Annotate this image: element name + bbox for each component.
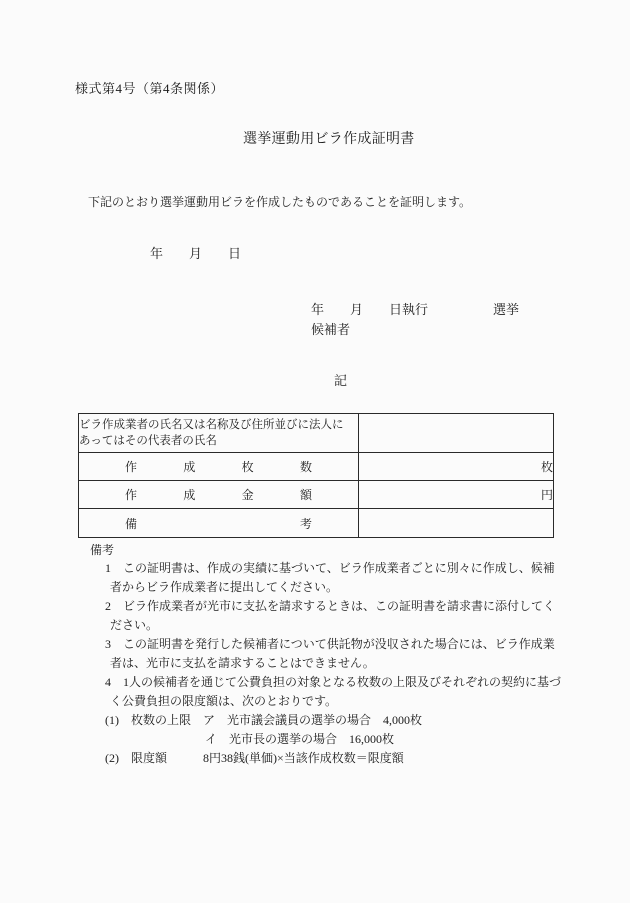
amount-label-char: 作: [125, 488, 138, 502]
remarks-line: イ 光市長の選挙の場合 16,000枚: [205, 732, 395, 746]
remarks-line: く公費負担の限度額は、次のとおりです。: [110, 694, 338, 708]
candidate-label: 候補者: [311, 322, 351, 337]
table-row-amount: [79, 481, 554, 509]
form-number: 様式第4号（第4条関係）: [75, 81, 225, 96]
sheets-count-value-cell: [359, 453, 554, 481]
producer-name-value-cell: [359, 414, 554, 453]
remarks-line: 2 ビラ作成業者が光市に支払を請求するときは、この証明書を請求書に添付してく: [105, 599, 556, 613]
remarks-line: 1 この証明書は、作成の実績に基づいて、ビラ作成業者ごとに別々に作成し、候補: [105, 561, 555, 575]
sheets-label-char: 枚: [241, 460, 254, 474]
producer-name-label-line1: ビラ作成業者の氏名又は名称及び住所並びに法人に: [79, 419, 344, 431]
sheets-unit-label: 枚: [540, 460, 553, 474]
remarks-line: (1) 枚数の上限 ア 光市議会議員の選挙の場合 4,000枚: [105, 713, 422, 727]
notes-label: [79, 509, 359, 538]
sheets-label-char: 成: [183, 460, 196, 474]
table-row-sheets: [79, 453, 554, 481]
amount-label-char: 金: [241, 488, 254, 502]
amount-unit-label: 円: [540, 488, 553, 502]
producer-name-label-line2: あってはその代表者の氏名: [79, 435, 217, 447]
table-row-notes: [79, 509, 554, 538]
remarks-line: 3 この証明書を発行した候補者について供託物が没収された場合には、ビラ作成業: [105, 637, 555, 651]
remarks-line: (2) 限度額 8円38銭(単価)×当該作成枚数＝限度額: [105, 751, 404, 765]
remarks-line: 者は、光市に支払を請求することはできません。: [110, 656, 375, 670]
sheets-label-char: 作: [125, 460, 138, 474]
intro-text: 下記のとおり選挙運動用ビラを作成したものであることを証明します。: [88, 195, 472, 209]
document-title: 選挙運動用ビラ作成証明書: [243, 132, 415, 147]
amount-value-cell: [359, 481, 554, 509]
amount-label: [79, 481, 359, 509]
remarks-line: ださい。: [110, 618, 159, 632]
notes-label-char: 備: [125, 516, 138, 531]
notes-label-char: 考: [299, 516, 312, 531]
remarks-line: 者からビラ作成業者に提出してください。: [110, 580, 339, 594]
certificate-date-line: 年 月 日: [150, 246, 242, 261]
remarks-heading: 備考: [90, 543, 115, 557]
amount-label-char: 成: [183, 488, 196, 502]
sheets-count-label: [79, 453, 359, 481]
amount-label-char: 額: [299, 488, 312, 502]
certificate-table: [78, 413, 554, 538]
table-row-producer: [79, 414, 554, 453]
producer-name-label: [79, 414, 359, 453]
sheets-label-char: 数: [299, 460, 312, 474]
remarks-line: 4 1人の候補者を通じて公費負担の対象となる枚数の上限及びそれぞれの契約に基づ: [105, 675, 562, 689]
election-date-line: 年 月 日執行 選挙: [311, 302, 520, 317]
notes-value-cell: [359, 509, 554, 538]
record-marker: 記: [334, 373, 348, 388]
